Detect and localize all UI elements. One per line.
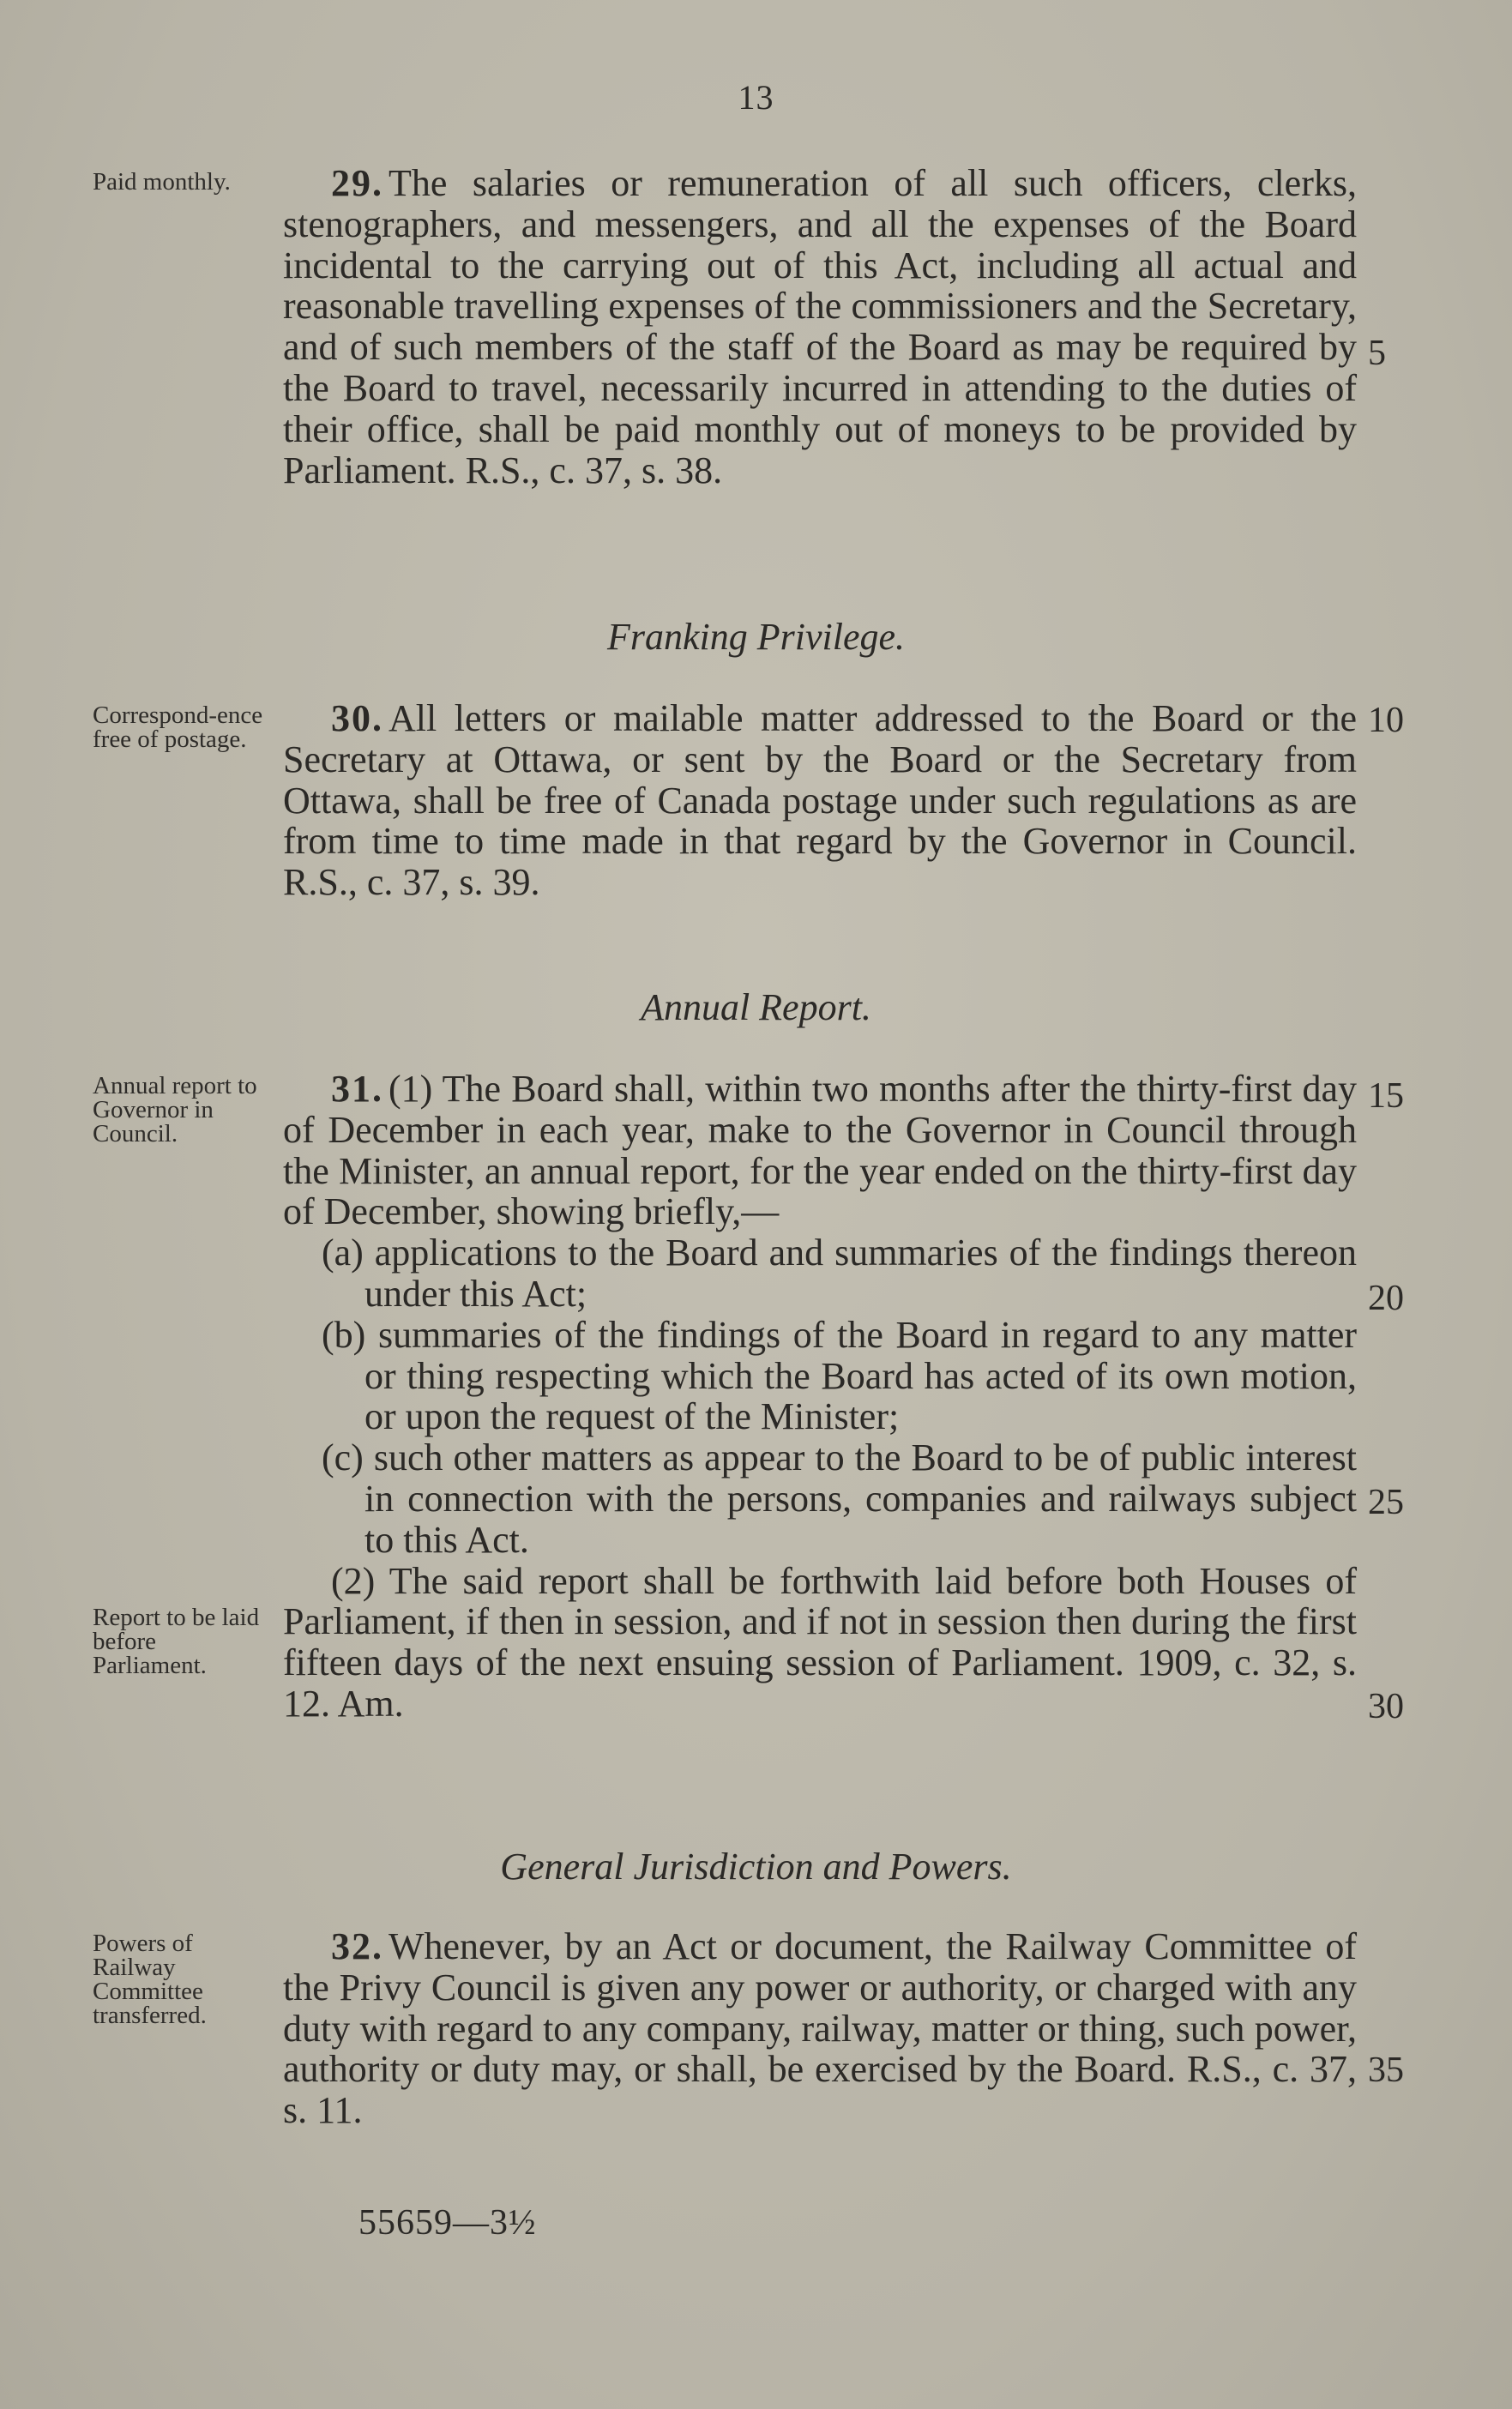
margin-note-report-parliament: Report to be laid before Parliament.	[93, 1604, 260, 1679]
section-30	[283, 698, 1357, 903]
margin-note-correspondence: Correspond-ence free of postage.	[93, 702, 263, 753]
page-number: 13	[738, 78, 774, 117]
subsection-2: (2) The said report shall be forthwith laid before both Houses of Parliament, if then in session, and if not in session then during the first fifteen days of the next ensuing session of Parliament. 1909, c. 32, s. 12. Am.	[283, 1559, 1357, 1725]
heading-annual-report: Annual Report.	[641, 986, 871, 1028]
item-b: (b) summaries of the findings of the Board in regard to any matter or thing respecting which the Board has acted of its own motion, or upon the request of the Minister;	[322, 1313, 1357, 1438]
section-29	[283, 163, 1357, 491]
margin-note-annual-report: Annual report to Governor in Council.	[93, 1072, 257, 1147]
margin-note-powers-transferred: Powers of Railway Committee transferred.	[93, 1930, 207, 2029]
subsection-1: (1) The Board shall, within two months after the thirty-first day of December in each year, make to the Governor in Council through the Minister, an annual report, for the year ended on the thirty-first day of December, showing briefly,—	[283, 1068, 1357, 1233]
line-number: 30	[1368, 1687, 1404, 1726]
section-text: All letters or mailable matter addressed to the Board or the Secretary at Ottawa, or sent by the Board or the Secretary from Ottawa, shall be free of Canada postage under such regulations as are from time to time made in that regard by the Governor in Council. R.S., c. 37, s. 39.	[283, 697, 1357, 904]
section-number: 29.	[331, 162, 383, 204]
section-number: 32.	[331, 1925, 383, 1967]
line-number: 10	[1368, 701, 1404, 740]
section-text: Whenever, by an Act or document, the Railway Committee of the Privy Council is given any power or authority, or charged with any duty with regard to any company, railway, matter or thing, such power, authority or duty may, or shall, be exercised by the Board. R.S., c. 37, s. 11.	[283, 1925, 1357, 2132]
item-c: (c) such other matters as appear to the Board to be of public interest in connection with the persons, companies and railways subject to this Act.	[322, 1436, 1357, 1561]
line-number: 15	[1368, 1076, 1404, 1116]
margin-note-paid-monthly: Paid monthly.	[93, 168, 231, 196]
line-number: 35	[1368, 2051, 1404, 2090]
line-number: 20	[1368, 1279, 1404, 1318]
heading-franking-privilege: Franking Privilege.	[606, 616, 905, 658]
heading-general-jurisdiction: General Jurisdiction and Powers.	[500, 1846, 1012, 1888]
section-number: 30.	[331, 697, 383, 739]
line-number: 25	[1368, 1483, 1404, 1522]
section-number: 31.	[331, 1068, 383, 1110]
footer-signature-code: 55659—3½	[358, 2203, 537, 2243]
line-number: 5	[1368, 334, 1386, 373]
section-text: The salaries or remuneration of all such officers, clerks, stenographers, and messengers, and all the expenses of the Board incidental to the carrying out of this Act, including all actual and reasonable travelling expenses of the commissioners and the Secretary, and of such members of the staff of the Board as may be required by the Board to travel, necessarily incurred in attending to the duties of their office, shall be paid monthly out of moneys to be provided by Parliament. R.S., c. 37, s. 38.	[283, 162, 1357, 491]
section-32	[283, 1926, 1357, 2131]
item-a: (a) applications to the Board and summaries of the findings thereon under this Act;	[322, 1232, 1357, 1315]
section-31	[283, 1069, 1357, 1725]
